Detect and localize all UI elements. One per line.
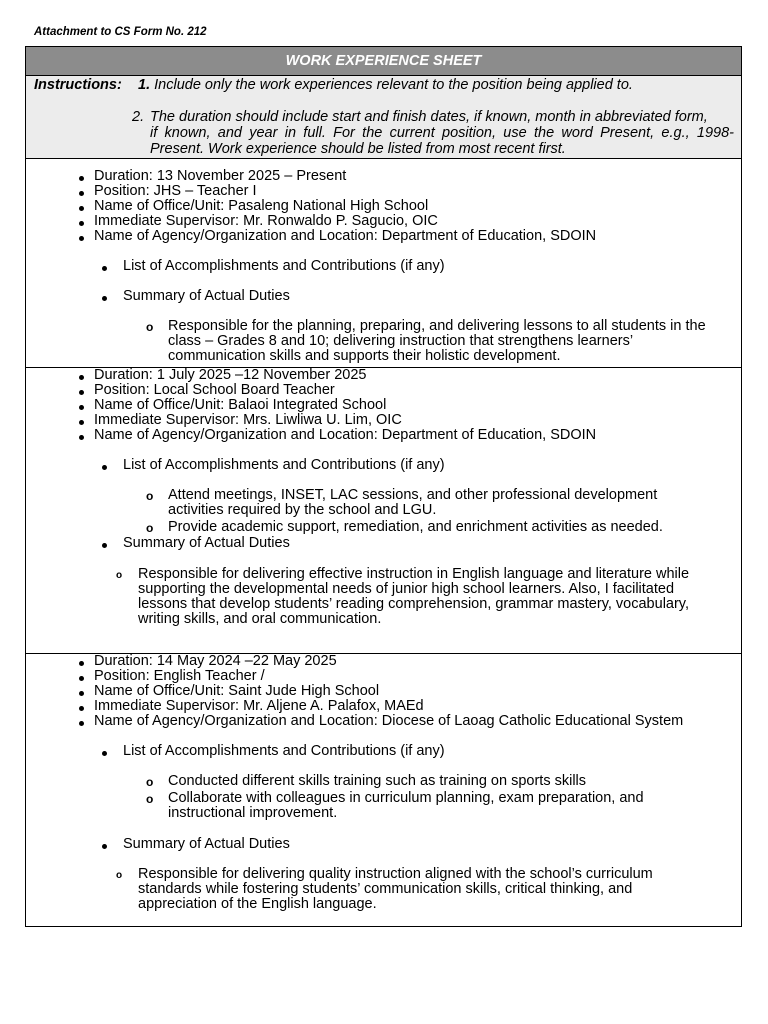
entry-agency: Name of Agency/Organization and Location: Department of Education, SDOIN: [94, 427, 597, 443]
accomplishment-item: Collaborate with colleagues in curriculum planning, exam preparation, and instructional improvement.: [168, 790, 644, 821]
duty-item: Responsible for the planning, preparing, and delivering lessons to all students in the class – Grades 8 and 10; delivering instruction that strengthens learners’ communication skills and supports their holistic development.: [168, 318, 706, 364]
entry-position: Position: JHS – Teacher I: [94, 183, 257, 199]
duty-item: Responsible for delivering quality instruction aligned with the school’s curriculum standards while fostering students’ communication skills, critical thinking, and appreciation of the English language.: [138, 866, 653, 912]
sub-bullet-icon: o: [146, 489, 154, 503]
instruction-2-number: 2.: [132, 109, 145, 125]
work-experience-sheet: [25, 46, 742, 927]
sheet-title: WORK EXPERIENCE SHEET: [26, 47, 741, 76]
work-entry-3: [26, 654, 741, 927]
sub-bullet-icon: o: [116, 570, 123, 581]
entry-supervisor: Immediate Supervisor: Mrs. Liwliwa U. Lim, OIC: [94, 412, 402, 428]
instruction-item-2: [132, 109, 734, 157]
duties-label: Summary of Actual Duties: [123, 535, 290, 551]
sub-bullet-icon: o: [146, 792, 154, 806]
bullet-icon: [102, 266, 107, 271]
entry-duration: Duration: 13 November 2025 – Present: [94, 168, 347, 184]
bullet-icon: [79, 661, 84, 666]
entry-office: Name of Office/Unit: Pasaleng National High School: [94, 198, 429, 214]
attachment-label: Attachment to CS Form No. 212: [34, 26, 207, 38]
accomplishment-item: Conducted different skills training such as training on sports skills: [168, 773, 587, 789]
bullet-icon: [102, 751, 107, 756]
entry-office: Name of Office/Unit: Saint Jude High School: [94, 683, 380, 699]
entry-supervisor: Immediate Supervisor: Mr. Aljene A. Palafox, MAEd: [94, 698, 424, 714]
entry-position: Position: Local School Board Teacher: [94, 382, 335, 398]
bullet-icon: [102, 844, 107, 849]
instruction-item-1: [138, 77, 633, 93]
accomplishment-item: Attend meetings, INSET, LAC sessions, and other professional development activities required by the school and LGU.: [168, 487, 658, 518]
entry-position: Position: English Teacher /: [94, 668, 265, 684]
instruction-1-number: 1.: [138, 77, 151, 93]
bullet-icon: [79, 721, 84, 726]
bullet-icon: [79, 706, 84, 711]
sub-bullet-icon: o: [146, 775, 154, 789]
entry-office: Name of Office/Unit: Balaoi Integrated School: [94, 397, 387, 413]
accomplishment-item: Provide academic support, remediation, and enrichment activities as needed.: [168, 519, 663, 535]
instructions-label: Instructions:: [34, 77, 122, 93]
bullet-icon: [79, 191, 84, 196]
bullet-icon: [79, 206, 84, 211]
duties-label: Summary of Actual Duties: [123, 288, 290, 304]
duties-label: Summary of Actual Duties: [123, 836, 290, 852]
bullet-icon: [79, 176, 84, 181]
bullet-icon: [79, 390, 84, 395]
work-entry-1: [26, 159, 741, 368]
bullet-icon: [79, 691, 84, 696]
instruction-1-text: Include only the work experiences relevant to the position being applied to.: [154, 77, 633, 93]
bullet-icon: [102, 543, 107, 548]
entry-duration: Duration: 1 July 2025 –12 November 2025: [94, 367, 367, 383]
bullet-icon: [102, 465, 107, 470]
entry-agency: Name of Agency/Organization and Location: Department of Education, SDOIN: [94, 228, 597, 244]
sub-bullet-icon: o: [116, 870, 123, 881]
accomplishments-label: List of Accomplishments and Contributions (if any): [123, 743, 445, 759]
bullet-icon: [79, 420, 84, 425]
duty-item: Responsible for delivering effective instruction in English language and literature while supporting the developmental needs of junior high school learners. Also, I facilitated lessons that develop students’ reading comprehension, grammar mastery, vocabulary, writing skills, and oral communication.: [138, 566, 690, 627]
entry-supervisor: Immediate Supervisor: Mr. Ronwaldo P. Sagucio, OIC: [94, 213, 438, 229]
sub-bullet-icon: o: [146, 320, 154, 334]
bullet-icon: [79, 221, 84, 226]
entry-agency: Name of Agency/Organization and Location: Diocese of Laoag Catholic Educational System: [94, 713, 684, 729]
accomplishments-label: List of Accomplishments and Contributions (if any): [123, 258, 445, 274]
work-entry-2: [26, 368, 741, 654]
entry-duration: Duration: 14 May 2024 –22 May 2025: [94, 653, 337, 669]
bullet-icon: [102, 296, 107, 301]
bullet-icon: [79, 435, 84, 440]
bullet-icon: [79, 236, 84, 241]
bullet-icon: [79, 676, 84, 681]
bullet-icon: [79, 405, 84, 410]
bullet-icon: [79, 375, 84, 380]
accomplishments-label: List of Accomplishments and Contributions (if any): [123, 457, 445, 473]
instructions-section: [26, 76, 741, 159]
instruction-2-line1: The duration should include start and finish dates, if known, month in abbreviated form,: [150, 109, 708, 125]
sub-bullet-icon: o: [146, 521, 154, 535]
instruction-2-continued: if known, and year in full. For the current position, use the word Present, e.g., 1998-Present. Work experience should be listed from most recent first.: [150, 125, 734, 157]
